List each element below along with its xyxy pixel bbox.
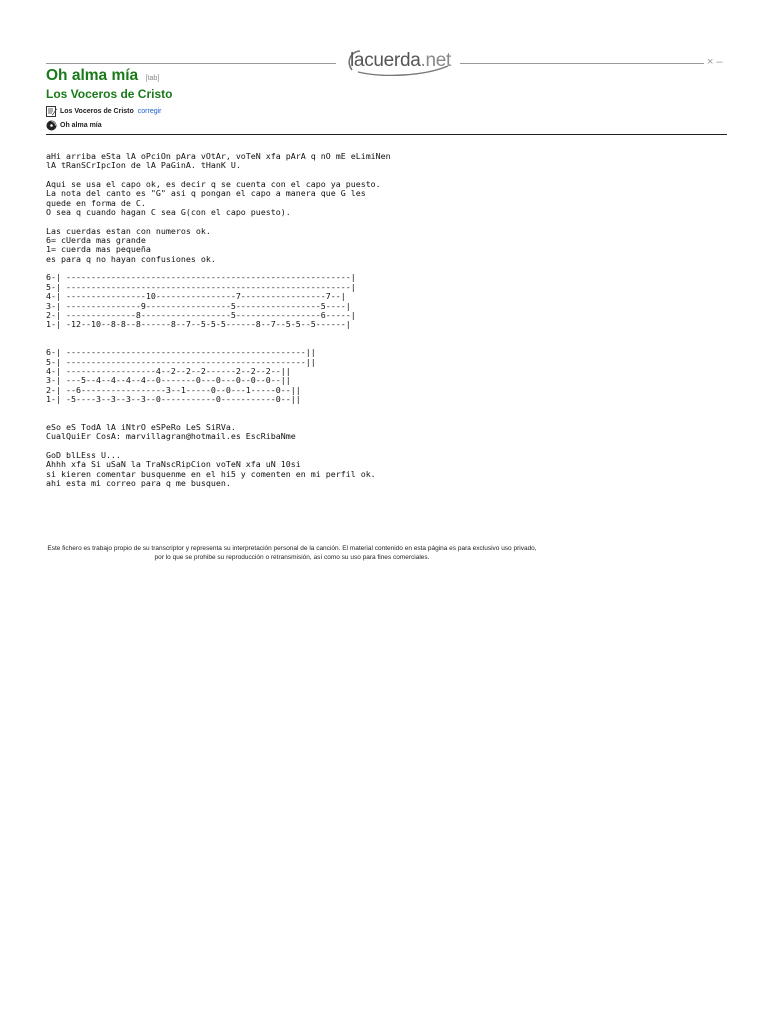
disc-icon	[46, 120, 57, 131]
title-row	[46, 67, 159, 85]
header-rule-left	[46, 63, 336, 64]
edit-link[interactable]: corregir	[137, 108, 162, 115]
footer-disclaimer: Este fichero es trabajo propio de su transcriptor y representa su interpretación personal de la canción. El material contenido en esta página es para exclusivo uso privado, por lo que se prohibe su reproducción o retransmisión, así como su uso para fines comerciales.	[47, 545, 537, 561]
site-logo[interactable]	[344, 48, 454, 76]
tab-type-badge[interactable]: [tab]	[145, 75, 160, 82]
meta-artist-row	[46, 106, 162, 117]
header-divider	[46, 134, 727, 135]
artist-link[interactable]: Los Voceros de Cristo	[46, 87, 173, 101]
song-title: Oh alma mía	[46, 67, 139, 84]
tab-content: aHi arriba eSta lA oPciOn pAra vOtAr, voTeN xfa pArA q nO mE eLimiNen lA tRanSCrIpcIon de lA PaGinA. tHanK U. Aqui se usa el capo ok, es decir q se cuenta con el capo ya puesto. La nota del canto es "G" asi q pongan el capo a manera que G les quede en forma de C. O sea q cuando hagan C sea G(con el capo puesto). Las cuerdas estan con numeros ok. 6= cUerda mas grande 1= cuerda mas pequeña es para q no hayan confusiones ok. 6-| ---------------------------------------------------------| 5-| ---------------------------------------------------------| 4-| ----------------10----------------7-----------------7--| 3-| ---------------9-----------------5-----------------5----| 2-| --------------8------------------5-----------------6-----| 1-| -12--10--8-8--8------8--7--5-5-5------8--7--5-5--5------| 6-| ------------------------------------------------|| 5-| ------------------------------------------------|| 4-| ------------------4--2--2--2------2--2--2--|| 3-| ---5--4--4--4--4--0-------0---0---0--0--0--|| 2-| --6-----------------3--1-----0--0---1-----0--|| 1-| -5----3--3--3--3--0-----------0-----------0--|| eSo eS TodA lA iNtrO eSPeRo LeS SiRVa. CualQuiEr CosA: marvillagran@hotmail.es EscRibaNme GoD blLEss U... Ahhh xfa Si uSaN la TraNscRipCion voTeN xfa uN 10si si kieren comentar busquenme en el hi5 y comenten en mi perfil ok. ahi esta mi correo para q me busquen.	[46, 151, 391, 489]
meta-song-row	[46, 120, 102, 131]
meta-song-label[interactable]: Oh alma mía	[60, 122, 102, 129]
close-icon[interactable]: × –	[707, 56, 723, 68]
meta-artist-label[interactable]: Los Voceros de Cristo	[60, 108, 134, 115]
edit-icon	[46, 106, 57, 117]
header-rule-right	[460, 63, 704, 64]
logo-text: lacuerda.net	[350, 50, 451, 71]
